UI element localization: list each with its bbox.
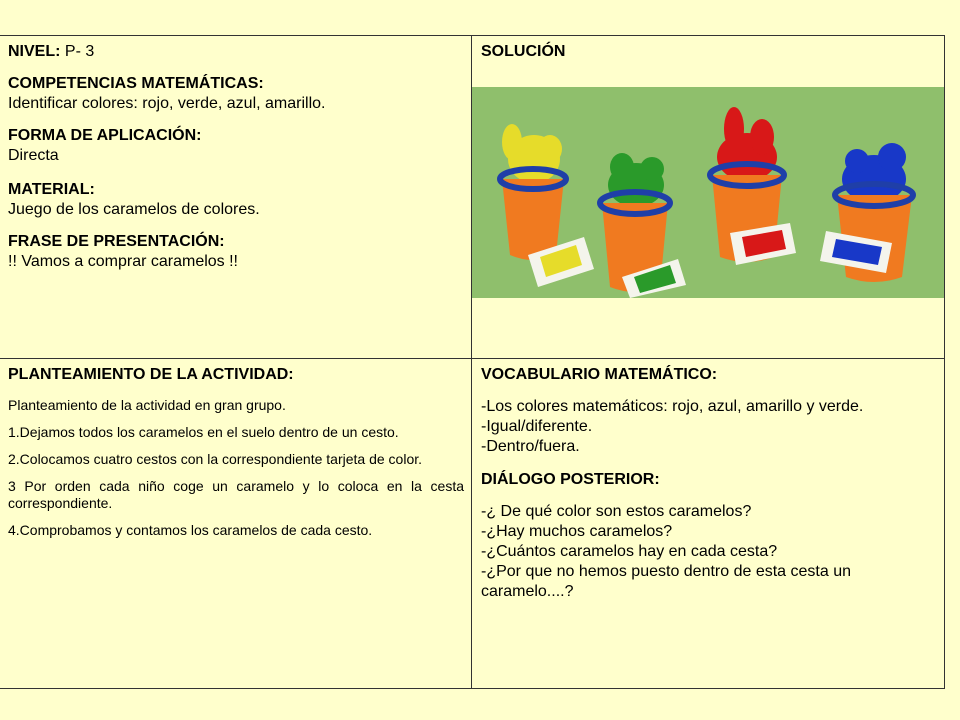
dialog-line: -¿Hay muchos caramelos?: [481, 523, 673, 540]
nivel-line: [8, 42, 464, 62]
forma-label: FORMA DE APLICACIÓN:: [8, 127, 202, 144]
step-paragraph: 4.Comprobamos y contamos los caramelos de cada cesto.: [8, 522, 373, 538]
vocabulario-title: VOCABULARIO MATEMÁTICO:: [481, 366, 718, 383]
nivel-value: P- 3: [60, 43, 95, 60]
frase-value: !! Vamos a comprar caramelos !!: [8, 253, 238, 270]
frase-block: [8, 232, 464, 272]
activity-table: [0, 35, 945, 689]
forma-block: [8, 126, 464, 166]
candy-buckets-photo: [472, 87, 944, 298]
step-paragraph: 1.Dejamos todos los caramelos en el suelo dentro de un cesto.: [8, 424, 399, 440]
dialog-line: -¿Por que no hemos puesto dentro de esta cesta un caramelo....?: [481, 563, 852, 600]
dialogo-title: DIÁLOGO POSTERIOR:: [481, 471, 660, 488]
table-right-border: [944, 36, 945, 688]
step-paragraph: Planteamiento de la actividad en gran grupo.: [8, 397, 286, 413]
material-value: Juego de los caramelos de colores.: [8, 201, 260, 218]
dialog-line: -¿ De qué color son estos caramelos?: [481, 503, 752, 520]
competencias-block: [8, 74, 464, 114]
candy-buckets-illustration: [472, 87, 944, 298]
vocabulary-cell: [481, 365, 941, 602]
vocab-line: -Los colores matemáticos: rojo, azul, amarillo y verde.: [481, 398, 864, 415]
yellow-bucket: [500, 124, 566, 260]
table-row-divider: [0, 358, 945, 359]
material-label: MATERIAL:: [8, 181, 95, 198]
material-block: [8, 180, 464, 220]
solucion-label: SOLUCIÓN: [481, 43, 566, 60]
activity-info-cell: [8, 42, 464, 284]
nivel-label: NIVEL:: [8, 43, 61, 60]
forma-value: Directa: [8, 147, 59, 164]
planteamiento-title: PLANTEAMIENTO DE LA ACTIVIDAD:: [8, 366, 294, 383]
frase-label: FRASE DE PRESENTACIÓN:: [8, 233, 225, 250]
step-paragraph: 2.Colocamos cuatro cestos con la correspondiente tarjeta de color.: [8, 451, 423, 467]
step-paragraph: 3 Por orden cada niño coge un caramelo y lo coloca en la cesta correspondiente.: [8, 478, 464, 511]
dialog-line: -¿Cuántos caramelos hay en cada cesta?: [481, 543, 778, 560]
activity-steps-cell: [8, 365, 464, 549]
solution-cell: [481, 42, 941, 62]
competencias-value: Identificar colores: rojo, verde, azul, amarillo.: [8, 95, 326, 112]
vocab-line: -Dentro/fuera.: [481, 438, 580, 455]
competencias-label: COMPETENCIAS MATEMÁTICAS:: [8, 75, 264, 92]
vocab-line: -Igual/diferente.: [481, 418, 593, 435]
